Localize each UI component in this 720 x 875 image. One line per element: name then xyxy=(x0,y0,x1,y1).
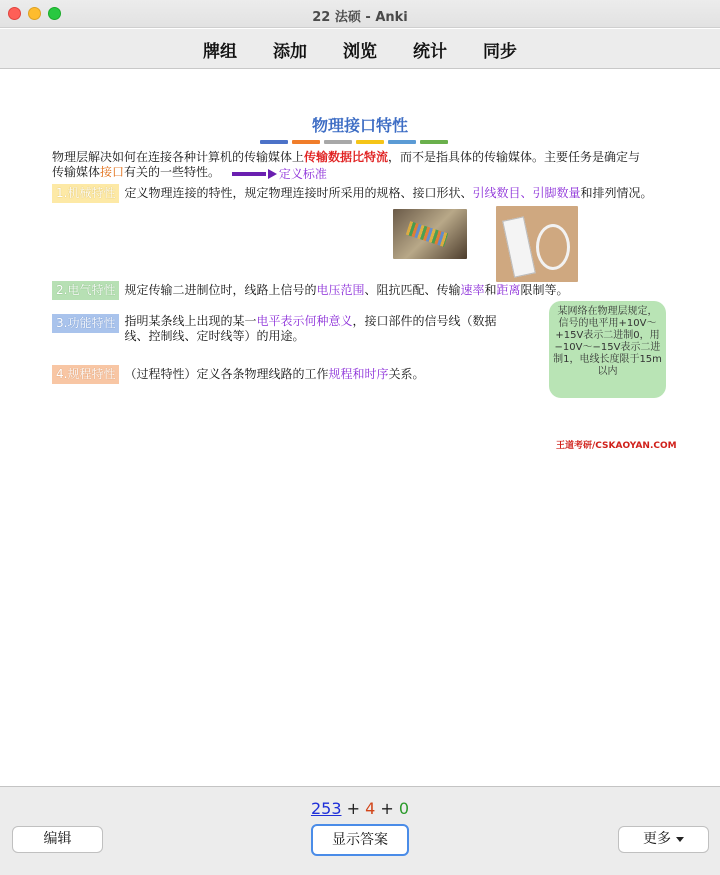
item-highlight: 规程和时序 xyxy=(328,367,389,381)
toolbar-stats[interactable]: 统计 xyxy=(413,42,447,62)
item-text: （过程特性）定义各条物理线路的工作 xyxy=(124,367,329,381)
arrow-head-icon xyxy=(268,169,277,179)
item-tag: 3.功能特性 xyxy=(52,314,119,333)
item-highlight: 电平表示何种意义 xyxy=(256,314,353,328)
toolbar-sync[interactable]: 同步 xyxy=(483,42,517,62)
item-text: 限制等。 xyxy=(520,283,569,297)
review-count: 0 xyxy=(398,799,410,818)
underline-segment xyxy=(292,140,320,144)
intro-text: 物理层解决如何在连接各种计算机的传输媒体上 xyxy=(52,150,305,164)
underline-segment xyxy=(420,140,448,144)
arrow-label: 定义标准 xyxy=(278,166,327,181)
item-text: 指明某条线上出现的某一 xyxy=(124,314,257,328)
item-highlight: 电压范围 xyxy=(316,283,365,297)
item-functional xyxy=(52,314,532,344)
show-answer-button[interactable]: 显示答案 xyxy=(311,824,409,856)
item-text: 定义物理连接的特性，规定物理连接时所采用的规格、接口形状、 xyxy=(124,186,473,200)
cord xyxy=(536,224,570,270)
chevron-down-icon xyxy=(676,837,684,842)
item-tag: 1.机械特性 xyxy=(52,184,119,203)
intro-highlight: 传输数据比特流 xyxy=(304,150,389,164)
underline-segment xyxy=(324,140,352,144)
intro-interface: 接口 xyxy=(100,165,125,179)
item-highlight: 引线数目 xyxy=(472,186,521,200)
window-title: 22 法硕 - Anki xyxy=(312,10,408,25)
intro-text: 有关的一些特性。 xyxy=(124,165,221,179)
new-count[interactable]: 253 xyxy=(310,799,342,818)
count-separator: + xyxy=(341,799,366,818)
item-tag: 4.规程特性 xyxy=(52,365,119,384)
underline-segment xyxy=(388,140,416,144)
wires xyxy=(406,221,448,247)
item-text: 、阻抗匹配、传输 xyxy=(364,283,461,297)
card-title: 物理接口特性 xyxy=(311,116,408,135)
underline-segment xyxy=(260,140,288,144)
item-mechanical xyxy=(52,184,682,203)
underline-segment xyxy=(356,140,384,144)
item-procedural xyxy=(52,365,532,384)
window-titlebar xyxy=(0,0,720,28)
item-electrical xyxy=(52,281,612,300)
item-text: ，接口部件的信号线（数据线、控制线、定时线等）的用途。 xyxy=(124,314,497,343)
intro-text: ，而不是指具体的传输媒体。主要任务是确定与传输媒体 xyxy=(52,150,641,179)
item-text: 和排列情况。 xyxy=(580,186,653,200)
main-toolbar xyxy=(0,29,720,69)
learning-count: 4 xyxy=(365,799,376,818)
item-highlight: 距离 xyxy=(496,283,521,297)
toolbar-add[interactable]: 添加 xyxy=(273,42,307,62)
more-label: 更多 xyxy=(643,831,671,847)
item-body xyxy=(124,314,514,344)
review-bottom-bar xyxy=(0,786,720,875)
item-tag: 2.电气特性 xyxy=(52,281,119,300)
arrow-line xyxy=(232,172,266,176)
edit-button[interactable]: 编辑 xyxy=(12,826,103,853)
due-counts xyxy=(0,799,720,818)
example-note: 某网络在物理层规定，信号的电平用+10V～+15V表示二进制0，用−10V～−15V表示二进制1，电线长度限于15m以内 xyxy=(549,301,666,398)
item-highlight: 速率 xyxy=(460,283,485,297)
more-button[interactable] xyxy=(618,826,709,853)
intro-paragraph xyxy=(52,150,652,182)
toolbar-browse[interactable]: 浏览 xyxy=(343,42,377,62)
item-text: 关系。 xyxy=(388,367,425,381)
item-highlight: 引脚数量 xyxy=(532,186,581,200)
item-text: 和 xyxy=(484,283,497,297)
toolbar-decks[interactable]: 牌组 xyxy=(203,42,237,62)
rj45-connector-image xyxy=(393,209,467,259)
define-standard-arrow xyxy=(232,167,327,182)
card-content xyxy=(0,70,720,786)
title-underline xyxy=(260,140,448,144)
item-text: 规定传输二进制位时，线路上信号的 xyxy=(124,283,317,297)
item-highlight: 、 xyxy=(520,186,533,200)
count-separator: + xyxy=(375,799,399,818)
source-credit: 王道考研/CSKAOYAN.COM xyxy=(556,441,677,451)
power-strip-image xyxy=(496,206,578,282)
strip xyxy=(502,216,536,277)
